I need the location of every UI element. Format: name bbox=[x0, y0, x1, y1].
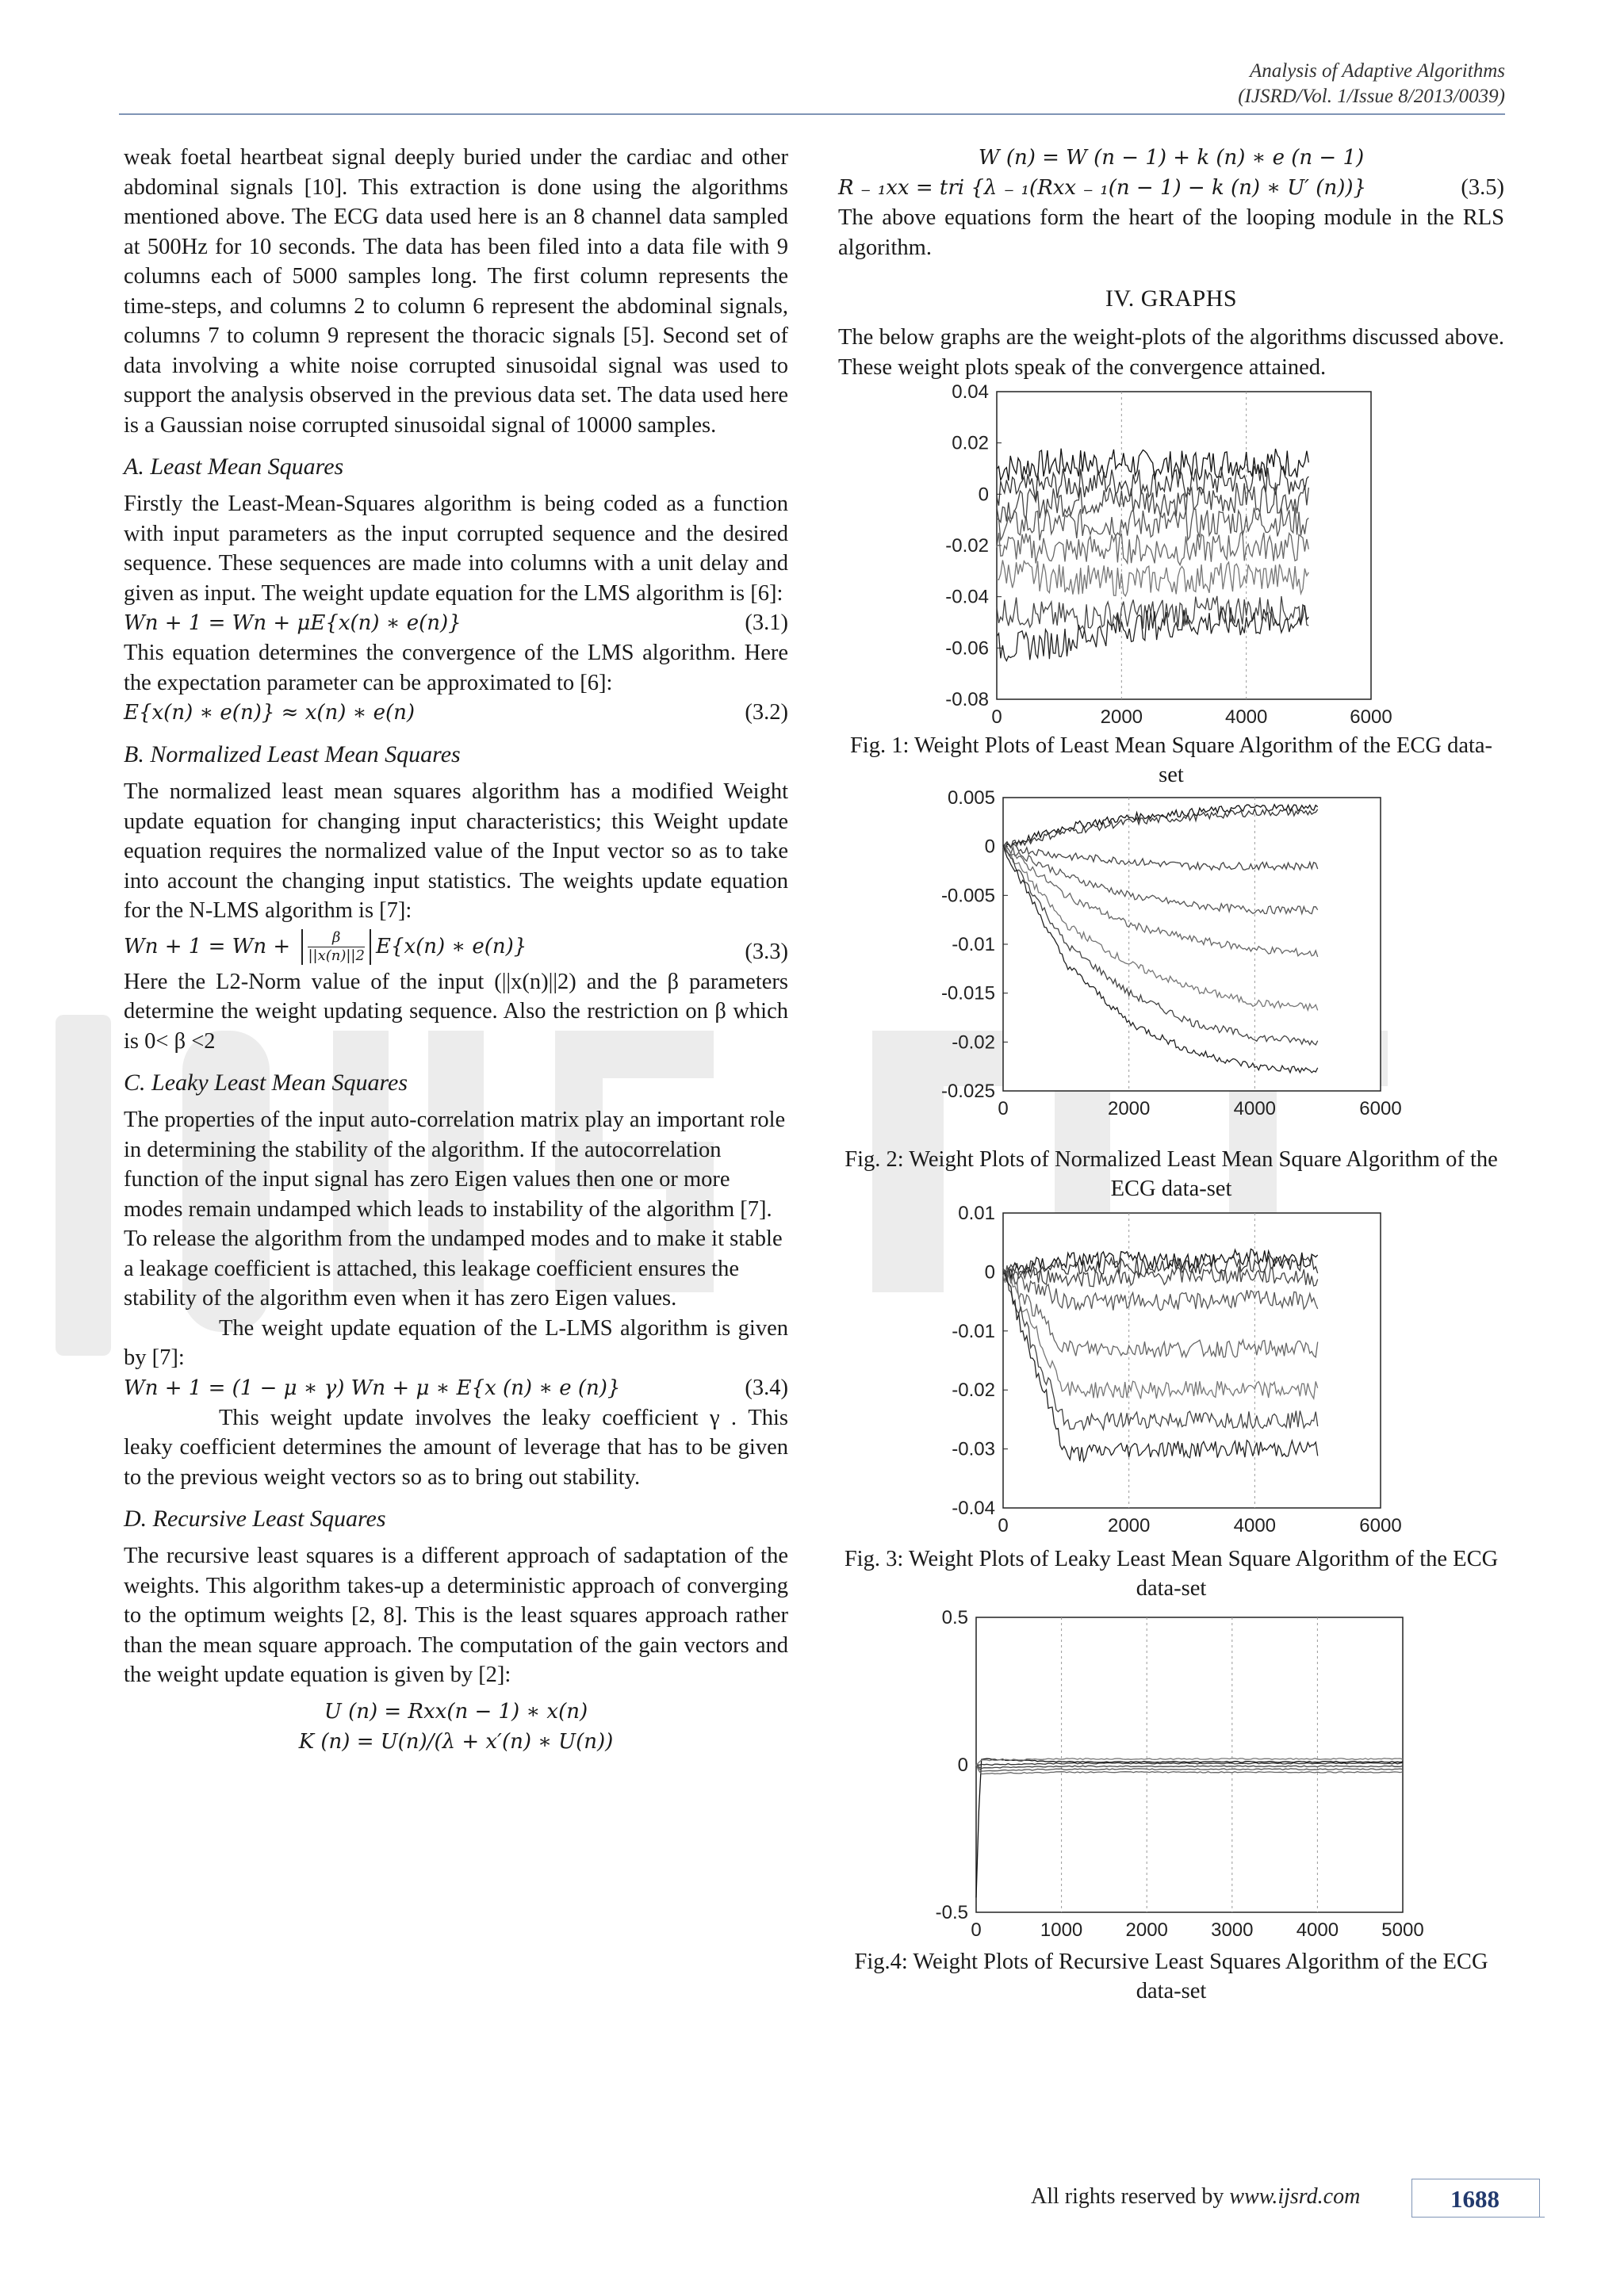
plot-area bbox=[1003, 1213, 1381, 1508]
left-column bbox=[124, 143, 788, 1757]
equation-3-5-number: (3.5) bbox=[1461, 175, 1504, 200]
x-tick-label: 2000 bbox=[1107, 1515, 1151, 1536]
x-tick-label: 5000 bbox=[1381, 1919, 1424, 1941]
y-tick-label: 0.005 bbox=[947, 790, 995, 809]
x-tick-label: 3000 bbox=[1211, 1919, 1254, 1941]
right-column bbox=[838, 143, 1504, 2006]
y-tick-label: 0.02 bbox=[952, 432, 989, 454]
fig4-chart bbox=[917, 1603, 1425, 1944]
fig2-chart bbox=[925, 790, 1417, 1123]
y-tick-label: -0.03 bbox=[952, 1438, 995, 1460]
y-tick-label: 0 bbox=[957, 1755, 968, 1776]
equation-gain-k: K (n) = U(n)/(λ + x′(n) ∗ U(n)) bbox=[298, 1729, 614, 1754]
journal-reference: (IJSRD/Vol. 1/Issue 8/2013/0039) bbox=[1238, 86, 1505, 107]
x-tick-label: 2000 bbox=[1125, 1919, 1168, 1941]
x-tick-label: 4000 bbox=[1224, 706, 1268, 728]
equation-weight-update: W (n) = W (n − 1) + k (n) ∗ e (n − 1) bbox=[978, 146, 1365, 170]
y-tick-label: -0.025 bbox=[940, 1081, 995, 1102]
equation-3-3-fraction bbox=[301, 929, 371, 965]
x-tick-label: 1000 bbox=[1040, 1919, 1083, 1941]
fig2-caption: Fig. 2: Weight Plots of Normalized Least Mean Square Algorithm of the ECG data-set bbox=[845, 1147, 1498, 1201]
graphs-paragraph: The below graphs are the weight-plots of the algorithms discussed above. These weight plots speak of the convergence attained. bbox=[838, 325, 1504, 380]
x-tick-label: 0 bbox=[971, 1919, 982, 1941]
running-title: Analysis of Adaptive Algorithms bbox=[1250, 60, 1505, 82]
intro-paragraph: weak foetal heartbeat signal deeply buried under the cardiac and other abdominal signals [10]. This extraction is done using the algorithms mentioned above. The ECG data used here is an 8 channel data sampled at 500Hz for 10 seconds. The data has been filed into a data file with 9 columns each of 5000 samples long. The first column represents the time-steps, and columns 2 to column 6 represent the abdominal signals, columns 7 to column 9 represent the thoracic signals [5]. Second set of data involving a white noise corrupted sinusoidal signal was used to support the analysis observed in the previous data set. The data used here is a Gaussian noise corrupted sinusoidal signal of 10000 samples. bbox=[124, 145, 788, 438]
equation-3-2 bbox=[124, 698, 788, 728]
fig3-caption: Fig. 3: Weight Plots of Leaky Least Mean Square Algorithm of the ECG data-set bbox=[844, 1547, 1499, 1601]
page-number: 1688 bbox=[1450, 2185, 1500, 2213]
y-tick-label: -0.01 bbox=[952, 934, 995, 955]
section-b-heading: B. Normalized Least Mean Squares bbox=[124, 741, 461, 767]
x-tick-label: 6000 bbox=[1350, 706, 1392, 728]
equation-3-3-left: Wn + 1 = Wn + bbox=[124, 934, 297, 959]
section-a-paragraph-2: This equation determines the convergence of the LMS algorithm. Here the expectation parameter can be approximated to [6]: bbox=[124, 641, 788, 695]
section-b-paragraph-1: The normalized least mean squares algorithm has a modified Weight update equation for changing input characteristics; this Weight update equation requires the normalized value of the Input vector so as to take into account the changing input statistics. The weights update equation for the N-LMS algorithm is [7]: bbox=[124, 779, 788, 923]
section-d-paragraph-1: The recursive least squares is a different approach of sadaptation of the weights. This algorithm takes-up a deterministic approach of converging to the optimum weights [2, 8]. This is the least squares approach rather than the mean square approach. The computation of the gain vectors and the weight update equation is given by [2]: bbox=[124, 1544, 788, 1687]
x-tick-label: 4000 bbox=[1233, 1098, 1277, 1119]
y-tick-label: 0.04 bbox=[952, 382, 989, 403]
plot-area bbox=[1003, 798, 1381, 1091]
y-tick-label: -0.5 bbox=[935, 1902, 968, 1923]
fraction-denominator: ||x(n)||2 bbox=[308, 947, 365, 964]
section-c-paragraph-1: The properties of the input auto-correlation matrix play an important role in determining the stability of the algorithm. If the autocorrelation function of the input signal has zero Eigen values then one or more modes remain undamped which leads to instability of the algorithm [7]. To release the algorithm from the undamped modes and to make it stable a leakage coefficient is attached, this leakage coefficient ensures the stability of the algorithm even when it has zero Eigen values. bbox=[124, 1108, 786, 1311]
section-a-paragraph-1: Firstly the Least-Mean-Squares algorithm is being coded as a function with input parameters as the input corrupted sequence and the desired sequence. These sequences are made into columns with a unit delay and given as input. The weight update equation for the LMS algorithm is [6]: bbox=[124, 492, 788, 606]
section-c-heading: C. Leaky Least Mean Squares bbox=[124, 1070, 408, 1096]
y-tick-label: -0.06 bbox=[945, 637, 989, 660]
y-tick-label: -0.04 bbox=[952, 1498, 995, 1519]
x-tick-label: 4000 bbox=[1233, 1515, 1277, 1536]
y-tick-label: -0.01 bbox=[952, 1320, 995, 1342]
x-tick-label: 2000 bbox=[1107, 1098, 1151, 1119]
y-tick-label: -0.08 bbox=[945, 689, 989, 710]
section-c-paragraph-3: This weight update involves the leaky coefficient γ . This leaky coefficient determines the amount of leverage that has to be given to the previous weight vectors so as to bring out stability. bbox=[124, 1405, 788, 1490]
x-tick-label: 6000 bbox=[1359, 1098, 1402, 1119]
equation-3-4-body: Wn + 1 = (1 − μ ∗ γ) Wn + μ ∗ E{x (n) ∗ e (n)} bbox=[124, 1376, 621, 1400]
rls-paragraph: The above equations form the heart of the looping module in the RLS algorithm. bbox=[838, 205, 1504, 260]
equation-3-5-body: R ₋ ₁xx = tri {λ ₋ ₁(Rxx ₋ ₁(n − 1) − k (n) ∗ U′ (n))} bbox=[838, 176, 1367, 200]
copyright-footer bbox=[1031, 2184, 1360, 2210]
y-tick-label: -0.02 bbox=[952, 1031, 995, 1054]
y-tick-label: 0.01 bbox=[958, 1203, 995, 1224]
y-tick-label: -0.04 bbox=[945, 586, 989, 608]
header-rule bbox=[119, 113, 1505, 115]
plot-area bbox=[976, 1617, 1403, 1912]
fig1-chart bbox=[933, 382, 1409, 731]
y-tick-label: 0 bbox=[984, 836, 995, 858]
equation-3-5 bbox=[838, 173, 1504, 203]
section-a-heading: A. Least Mean Squares bbox=[124, 453, 344, 480]
equation-3-4-number: (3.4) bbox=[745, 1375, 788, 1400]
x-tick-label: 0 bbox=[998, 1098, 1009, 1119]
equation-gain-u: U (n) = Rxx(n − 1) ∗ x(n) bbox=[324, 1699, 588, 1724]
fig3-chart bbox=[925, 1203, 1417, 1536]
footer-rule bbox=[1411, 2217, 1545, 2218]
fig4-caption: Fig.4: Weight Plots of Recursive Least Squares Algorithm of the ECG data-set bbox=[854, 1950, 1488, 2003]
section-c-paragraph-2: The weight update equation of the L-LMS algorithm is given by [7]: bbox=[124, 1315, 788, 1370]
equation-3-1-body: Wn + 1 = Wn + μE{x(n) ∗ e(n)} bbox=[124, 611, 462, 635]
y-tick-label: -0.02 bbox=[952, 1380, 995, 1402]
x-tick-label: 4000 bbox=[1296, 1919, 1339, 1941]
x-tick-label: 2000 bbox=[1100, 706, 1143, 728]
equation-3-4 bbox=[124, 1373, 788, 1403]
y-tick-label: 0.5 bbox=[941, 1607, 968, 1628]
equation-3-2-body: E{x(n) ∗ e(n)} ≈ x(n) ∗ e(n) bbox=[124, 701, 416, 725]
y-tick-label: 0 bbox=[984, 1261, 995, 1284]
equation-3-3-number: (3.3) bbox=[745, 939, 788, 964]
x-tick-label: 6000 bbox=[1359, 1515, 1402, 1536]
section-b-paragraph-2: Here the L2-Norm value of the input (||x(n)||2) and the β parameters determine the weight updating sequence. Also the restriction on β which is 0< β <2 bbox=[124, 969, 788, 1054]
x-tick-label: 0 bbox=[998, 1515, 1009, 1536]
footer-site-link[interactable]: www.ijsrd.com bbox=[1229, 2184, 1361, 2209]
x-tick-label: 0 bbox=[991, 706, 1002, 728]
equation-3-3 bbox=[124, 926, 788, 967]
fig1-caption: Fig. 1: Weight Plots of Least Mean Square Algorithm of the ECG data-set bbox=[849, 733, 1493, 787]
equation-3-2-number: (3.2) bbox=[745, 700, 788, 725]
footer-text: All rights reserved by bbox=[1031, 2184, 1230, 2209]
equation-3-3-right: E{x(n) ∗ e(n)} bbox=[375, 934, 527, 959]
y-tick-label: 0 bbox=[978, 484, 989, 506]
y-tick-label: -0.015 bbox=[940, 982, 995, 1004]
graphs-section-heading: IV. GRAPHS bbox=[1105, 285, 1238, 312]
fraction-numerator: β bbox=[308, 929, 365, 947]
equation-3-1 bbox=[124, 608, 788, 638]
section-d-heading: D. Recursive Least Squares bbox=[124, 1506, 386, 1532]
y-tick-label: -0.005 bbox=[940, 885, 995, 907]
equation-3-1-number: (3.1) bbox=[745, 610, 788, 635]
y-tick-label: -0.02 bbox=[945, 535, 989, 557]
